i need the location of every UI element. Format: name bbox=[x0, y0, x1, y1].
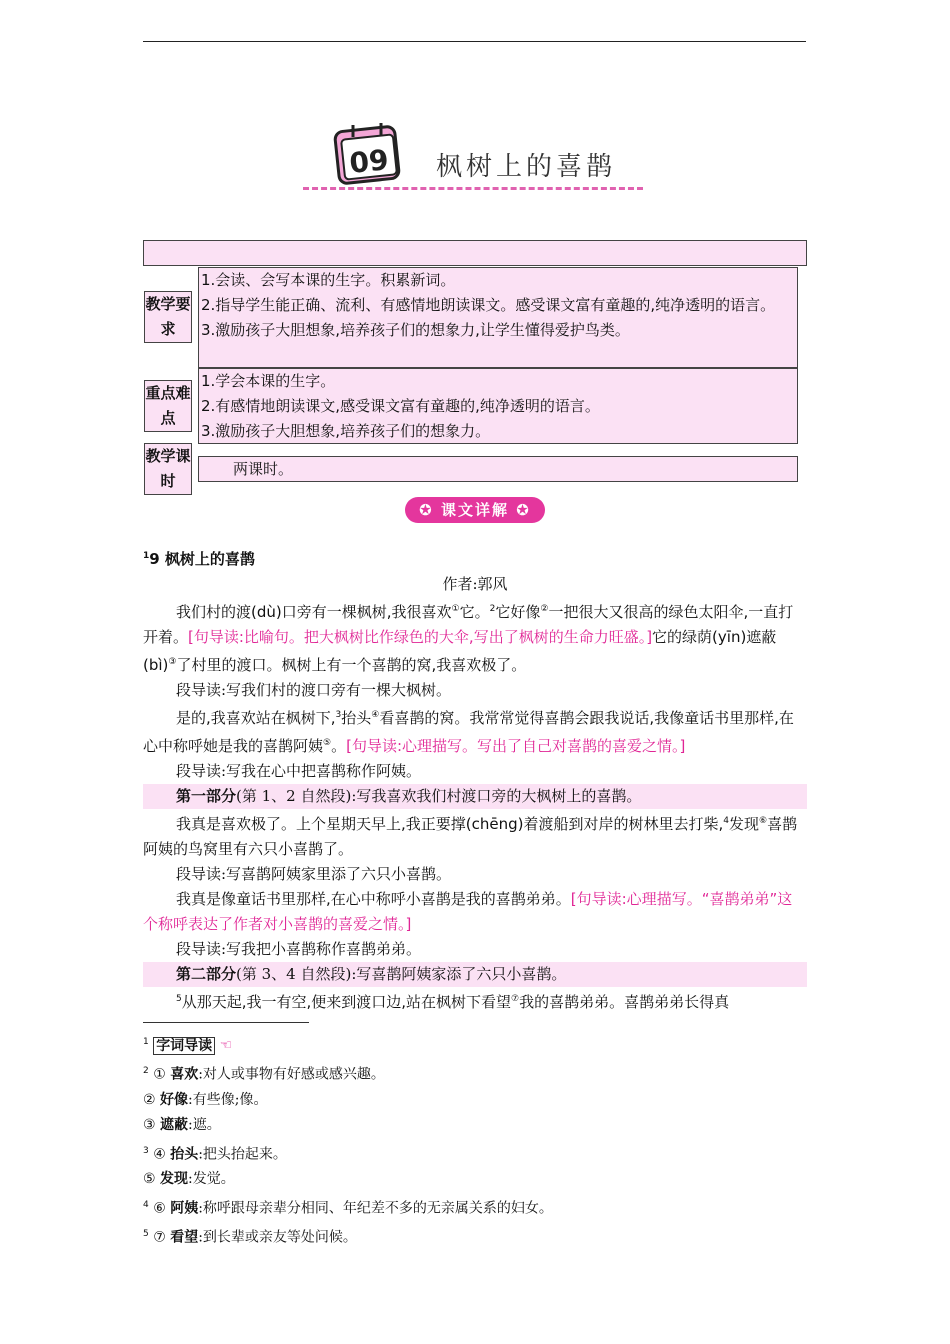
section-badge-label: 课文详解 bbox=[440, 501, 509, 519]
sentence-note: [句导读:心理描写。写出了自己对喜鹊的喜爱之情。] bbox=[346, 737, 686, 755]
periods-label: 教学课时 bbox=[144, 443, 192, 495]
key-point-item: 3.激励孩子大胆想象,培养孩子们的想象力。 bbox=[201, 422, 491, 440]
lesson-number: 09 bbox=[347, 143, 391, 180]
article-author: 作者:郭风 bbox=[442, 575, 508, 593]
teaching-goal-item: 3.激励孩子大胆想象,培养孩子们的想象力,让学生懂得爱护鸟类。 bbox=[201, 321, 630, 339]
calendar-icon bbox=[333, 121, 405, 185]
footnote-item: $^4$ ⑥ 阿姨:称呼跟母亲辈分相同、年纪差不多的无亲属关系的妇女。 bbox=[143, 1199, 553, 1217]
section-badge bbox=[405, 497, 545, 523]
footnote-marker: 1 bbox=[143, 551, 150, 561]
teaching-goal-item: 2.指导学生能正确、流利、有感情地朗读课文。感受课文富有童趣的,纯净透明的语言。 bbox=[201, 296, 776, 314]
objectives-header bbox=[143, 240, 807, 266]
article-title: 9 枫树上的喜鹊 bbox=[149, 550, 255, 568]
periods-box bbox=[198, 456, 798, 482]
paragraph-5: $^5$从那天起,我一有空,便来到渡口边,站在枫树下看望⑦我的喜鹊弟弟。喜鹊弟弟长得真 bbox=[176, 993, 730, 1011]
periods-value: 两课时。 bbox=[233, 460, 294, 478]
article bbox=[143, 544, 807, 1015]
title-divider bbox=[303, 187, 643, 190]
hand-pointer-icon: ☜ bbox=[219, 1037, 233, 1054]
footnote-item: $^3$ ④ 抬头:把头抬起来。 bbox=[143, 1145, 287, 1163]
star-icon: ✪ bbox=[419, 501, 434, 519]
header-rule bbox=[143, 41, 806, 42]
sentence-note: [句导读:心理描写。“喜鹊弟弟”这个称呼表达了作者对小喜鹊的喜爱之情。] bbox=[143, 890, 793, 933]
footnote-heading: 字词导读 bbox=[153, 1037, 215, 1055]
paragraph-3: 我真是喜欢极了。上个星期天早上,我正要撑(chēng)着渡船到对岸的树林里去打柴,$^4$发现⑥喜鹊阿姨的鸟窝里有六只小喜鹊了。 bbox=[143, 815, 798, 858]
footnote-item: ⑤ 发现:发觉。 bbox=[143, 1171, 235, 1188]
part-summary: 第二部分(第 3、4 自然段):写喜鹊阿姨家添了六只小喜鹊。 bbox=[143, 962, 807, 987]
key-point-item: 1.学会本课的生字。 bbox=[201, 372, 336, 390]
lesson-title: 枫树上的喜鹊 bbox=[436, 152, 617, 182]
paragraph-4: 我真是像童话书里那样,在心中称呼小喜鹊是我的喜鹊弟弟。[句导读:心理描写。“喜鹊弟弟”这个称呼表达了作者对小喜鹊的喜爱之情。] bbox=[143, 890, 793, 933]
paragraph-1: 我们村的渡(dù)口旁有一棵枫树,我很喜欢①它。$^2$它好像②一把很大又很高的绿色太阳伞,一直打开着。[句导读:比喻句。把大枫树比作绿色的大伞,写出了枫树的生命力旺盛。]它的绿荫(yīn)遮蔽(bì)③了村里的渡口。枫树上有一个喜鹊的窝,我喜欢极了。 bbox=[143, 603, 794, 674]
teaching-goals-label: 教学要求 bbox=[144, 291, 192, 343]
teaching-goal-item: 1.会读、会写本课的生字。积累新词。 bbox=[201, 271, 456, 289]
paragraph-guide: 段导读:写我们村的渡口旁有一棵大枫树。 bbox=[176, 681, 452, 699]
footnote-rule bbox=[143, 1022, 309, 1023]
key-points-label: 重点难点 bbox=[144, 380, 192, 432]
paragraph-guide: 段导读:写喜鹊阿姨家里添了六只小喜鹊。 bbox=[176, 865, 452, 883]
part-summary: 第一部分(第 1、2 自然段):写我喜欢我们村渡口旁的大枫树上的喜鹊。 bbox=[143, 784, 807, 809]
footnote-item: ③ 遮蔽:遮。 bbox=[143, 1117, 221, 1134]
teaching-goals-box bbox=[198, 267, 798, 368]
key-point-item: 2.有感情地朗读课文,感受课文富有童趣的,纯净透明的语言。 bbox=[201, 397, 600, 415]
star-icon: ✪ bbox=[516, 501, 531, 519]
footnote-item: $^2$ ① 喜欢:对人或事物有好感或感兴趣。 bbox=[143, 1065, 385, 1083]
paragraph-guide: 段导读:写我把小喜鹊称作喜鹊弟弟。 bbox=[176, 940, 422, 958]
sentence-note: [句导读:比喻句。把大枫树比作绿色的大伞,写出了枫树的生命力旺盛。] bbox=[188, 628, 653, 646]
key-points-box bbox=[198, 368, 798, 444]
footnotes: $^1$ 字词导读 ☜ $^2$ ① 喜欢:对人或事物有好感或感兴趣。 ② 好像:有些像;像。 ③ 遮蔽:遮。 $^3$ ④ 抬头:把头抬起来。 ⑤ 发现:发觉。 $^4$ ⑥ 阿姨:称呼跟母亲辈分相同、年纪差不多的无亲属关系的妇女。 $^5$ ⑦ 看望:到长辈或亲友等处问候。 bbox=[143, 1030, 807, 1251]
paragraph-guide: 段导读:写我在心中把喜鹊称作阿姨。 bbox=[176, 762, 422, 780]
paragraph-2: 是的,我喜欢站在枫树下,$^3$抬头④看喜鹊的窝。我常常觉得喜鹊会跟我说话,我像童话书里那样,在心中称呼她是我的喜鹊阿姨⑤。[句导读:心理描写。写出了自己对喜鹊的喜爱之情。] bbox=[143, 709, 794, 755]
footnote-item: ② 好像:有些像;像。 bbox=[143, 1091, 268, 1108]
footnote-item: $^5$ ⑦ 看望:到长辈或亲友等处问候。 bbox=[143, 1228, 357, 1246]
